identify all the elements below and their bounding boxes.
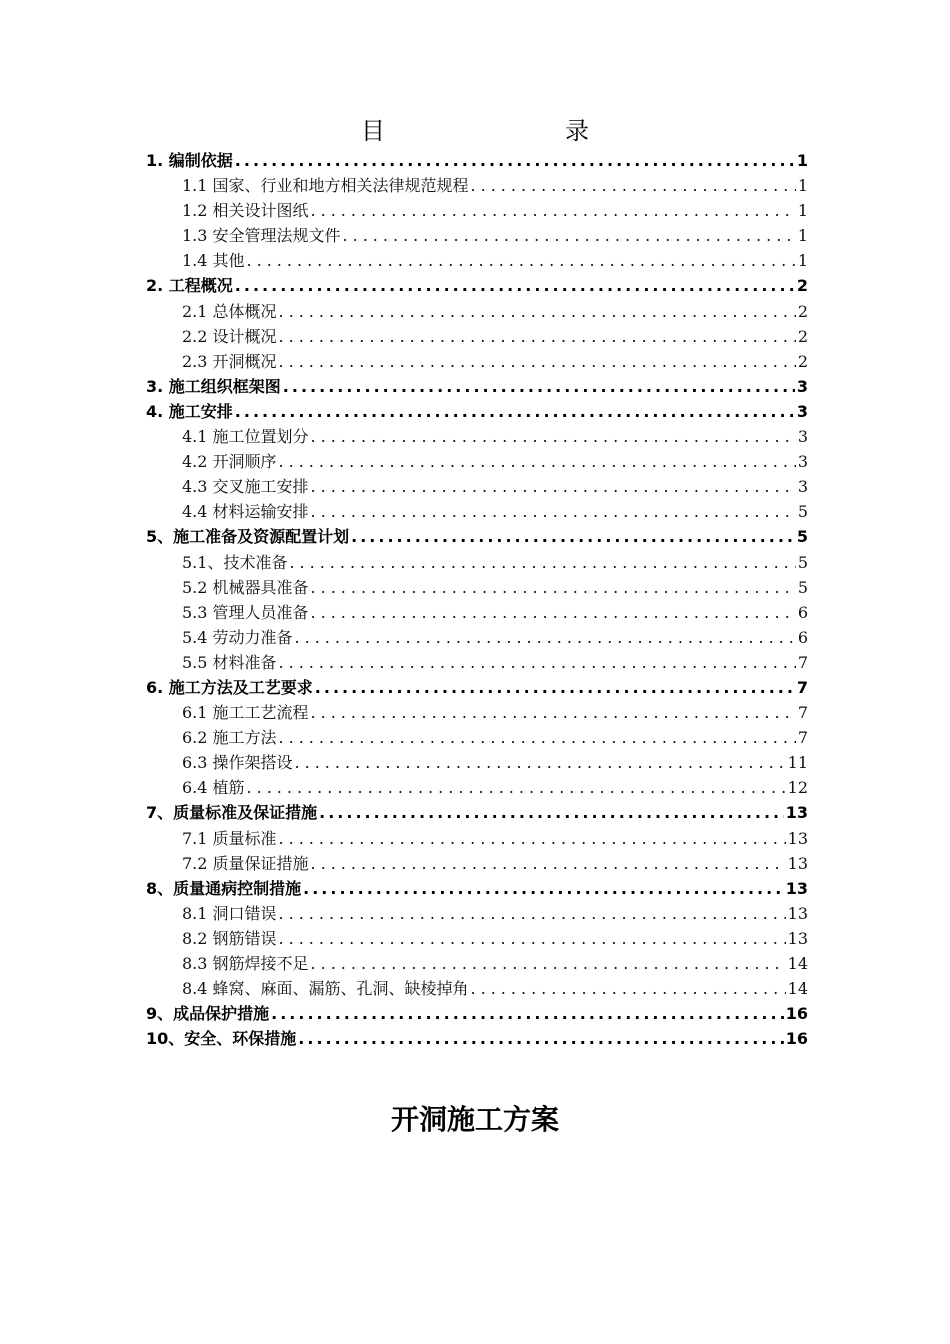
toc-subsection-entry[interactable] xyxy=(146,499,808,524)
toc-leader-dots xyxy=(311,951,786,976)
toc-leader-dots xyxy=(351,524,795,549)
toc-entry-label: 2.2 设计概况 xyxy=(182,326,277,346)
toc-subsection-entry[interactable] xyxy=(146,700,808,725)
toc-leader-dots xyxy=(283,374,795,399)
toc-page-number: 14 xyxy=(787,954,808,973)
toc-leader-dots xyxy=(279,926,786,951)
toc-entry-label: 1.2 相关设计图纸 xyxy=(182,201,309,221)
toc-page-number: 7 xyxy=(797,728,808,748)
toc-entry-label: 4.1 施工位置划分 xyxy=(182,427,309,447)
toc-leader-dots xyxy=(311,474,796,499)
toc-subsection-entry[interactable] xyxy=(146,650,808,675)
toc-leader-dots xyxy=(319,800,784,825)
toc-entry-label: 1. 编制依据 xyxy=(146,151,233,170)
toc-entry-label: 9、成品保护措施 xyxy=(146,1004,270,1024)
toc-subsection-entry[interactable] xyxy=(146,926,808,951)
toc-subsection-entry[interactable] xyxy=(146,625,808,650)
toc-leader-dots xyxy=(289,550,795,575)
toc-subsection-entry[interactable] xyxy=(146,550,808,575)
table-of-contents xyxy=(146,148,808,1051)
toc-leader-dots xyxy=(279,650,796,675)
toc-leader-dots xyxy=(311,198,796,223)
toc-entry-label: 8.4 蜂窝、麻面、漏筋、孔洞、缺棱掉角 xyxy=(182,979,469,999)
toc-entry-label: 2.3 开洞概况 xyxy=(182,351,277,371)
toc-subsection-entry[interactable] xyxy=(146,725,808,750)
document-title: 开洞施工方案 xyxy=(390,1103,559,1136)
toc-section-entry[interactable] xyxy=(146,876,808,901)
toc-page-number: 3 xyxy=(797,477,808,497)
toc-section-entry[interactable] xyxy=(146,399,808,424)
toc-page-number: 13 xyxy=(787,903,808,923)
toc-subsection-entry[interactable] xyxy=(146,299,808,324)
toc-entry-label: 4.4 材料运输安排 xyxy=(182,502,309,522)
toc-page-number: 16 xyxy=(785,1029,808,1049)
toc-leader-dots xyxy=(471,976,786,1001)
toc-leader-dots xyxy=(279,725,796,750)
toc-page-number: 5 xyxy=(797,502,808,522)
toc-leader-dots xyxy=(311,851,786,876)
toc-page-number: 3 xyxy=(796,401,808,421)
toc-section-entry[interactable] xyxy=(146,374,808,399)
toc-entry-label: 7、质量标准及保证措施 xyxy=(146,803,318,823)
toc-page-number: 3 xyxy=(797,427,808,447)
toc-page-number: 1 xyxy=(797,226,808,246)
toc-entry-label: 2.1 总体概况 xyxy=(182,301,277,321)
toc-leader-dots xyxy=(311,700,796,725)
toc-section-entry[interactable] xyxy=(146,800,808,825)
toc-subsection-entry[interactable] xyxy=(146,474,808,499)
toc-section-entry[interactable] xyxy=(146,1026,808,1051)
toc-entry-label: 8.2 钢筋错误 xyxy=(182,928,277,948)
toc-page-number: 1 xyxy=(797,176,808,196)
toc-subsection-entry[interactable] xyxy=(146,575,808,600)
toc-leader-dots xyxy=(279,901,786,926)
toc-subsection-entry[interactable] xyxy=(146,424,808,449)
toc-page-number: 13 xyxy=(785,878,808,898)
toc-entry-label: 6.3 操作架搭设 xyxy=(182,753,293,773)
toc-leader-dots xyxy=(295,750,786,775)
toc-page-number: 7 xyxy=(796,677,808,697)
toc-entry-label: 6. 施工方法及工艺要求 xyxy=(146,677,313,697)
toc-entry-label: 5.1、技术准备 xyxy=(182,552,288,572)
toc-page-number: 6 xyxy=(797,602,808,622)
toc-entry-label: 5.2 机械器具准备 xyxy=(182,577,309,597)
toc-leader-dots xyxy=(311,575,796,600)
toc-page-number: 1 xyxy=(796,151,808,170)
toc-entry-label: 7.2 质量保证措施 xyxy=(182,853,309,873)
toc-subsection-entry[interactable] xyxy=(146,349,808,374)
toc-leader-dots xyxy=(247,775,786,800)
toc-page-number: 6 xyxy=(797,627,808,647)
toc-page-number: 2 xyxy=(797,351,808,371)
toc-leader-dots xyxy=(279,324,796,349)
toc-leader-dots xyxy=(271,1001,784,1026)
toc-leader-dots xyxy=(315,675,795,700)
toc-page-number: 7 xyxy=(797,703,808,723)
toc-page-number: 13 xyxy=(787,853,808,873)
toc-section-entry[interactable] xyxy=(146,675,808,700)
toc-leader-dots xyxy=(343,223,796,248)
toc-heading: 目 录 xyxy=(361,117,633,145)
toc-leader-dots xyxy=(279,449,796,474)
toc-page-number: 11 xyxy=(787,753,808,773)
toc-subsection-entry[interactable] xyxy=(146,750,808,775)
toc-page-number: 2 xyxy=(797,326,808,346)
toc-subsection-entry[interactable] xyxy=(146,600,808,625)
toc-leader-dots xyxy=(303,876,784,901)
toc-subsection-entry[interactable] xyxy=(146,851,808,876)
toc-leader-dots xyxy=(235,399,795,424)
toc-leader-dots xyxy=(298,1026,783,1051)
toc-leader-dots xyxy=(235,273,795,298)
toc-entry-label: 1.4 其他 xyxy=(182,251,245,271)
toc-entry-label: 5.4 劳动力准备 xyxy=(182,627,293,647)
toc-entry-label: 2. 工程概况 xyxy=(146,276,233,296)
toc-subsection-entry[interactable] xyxy=(146,173,808,198)
toc-entry-label: 7.1 质量标准 xyxy=(182,828,277,848)
toc-page-number: 7 xyxy=(797,652,808,672)
toc-page-number: 5 xyxy=(797,552,808,572)
toc-page-number: 13 xyxy=(785,803,808,823)
toc-leader-dots xyxy=(295,625,796,650)
toc-subsection-entry[interactable] xyxy=(146,449,808,474)
toc-entry-label: 5.3 管理人员准备 xyxy=(182,602,309,622)
toc-leader-dots xyxy=(279,349,796,374)
toc-entry-label: 6.1 施工工艺流程 xyxy=(182,703,309,723)
toc-page-number: 5 xyxy=(796,527,808,547)
toc-page-number: 2 xyxy=(796,276,808,296)
toc-page-number: 12 xyxy=(787,778,808,798)
toc-entry-label: 4. 施工安排 xyxy=(146,401,233,421)
toc-page-number: 16 xyxy=(785,1004,808,1024)
toc-entry-label: 1.3 安全管理法规文件 xyxy=(182,226,341,246)
toc-page-number: 13 xyxy=(787,828,808,848)
toc-entry-label: 6.2 施工方法 xyxy=(182,728,277,748)
toc-subsection-entry[interactable] xyxy=(146,223,808,248)
toc-leader-dots xyxy=(311,424,796,449)
toc-entry-label: 5、施工准备及资源配置计划 xyxy=(146,527,350,547)
toc-subsection-entry[interactable] xyxy=(146,976,808,1001)
toc-section-entry[interactable] xyxy=(146,1001,808,1026)
toc-subsection-entry[interactable] xyxy=(146,775,808,800)
toc-leader-dots xyxy=(471,173,796,198)
toc-leader-dots xyxy=(311,499,796,524)
toc-subsection-entry[interactable] xyxy=(146,198,808,223)
toc-page-number: 14 xyxy=(787,979,808,999)
toc-entry-label: 4.3 交叉施工安排 xyxy=(182,477,309,497)
toc-section-entry[interactable] xyxy=(146,148,808,173)
toc-entry-label: 8、质量通病控制措施 xyxy=(146,878,302,898)
toc-page-number: 3 xyxy=(796,376,808,396)
toc-leader-dots xyxy=(279,299,796,324)
toc-entry-label: 5.5 材料准备 xyxy=(182,652,277,672)
toc-subsection-entry[interactable] xyxy=(146,901,808,926)
toc-leader-dots xyxy=(247,248,796,273)
toc-subsection-entry[interactable] xyxy=(146,324,808,349)
toc-section-entry[interactable] xyxy=(146,273,808,298)
toc-entry-label: 3. 施工组织框架图 xyxy=(146,376,281,396)
toc-page-number: 2 xyxy=(797,301,808,321)
toc-entry-label: 8.3 钢筋焊接不足 xyxy=(182,954,309,973)
toc-section-entry[interactable] xyxy=(146,524,808,549)
toc-page-number: 1 xyxy=(797,201,808,221)
toc-subsection-entry[interactable] xyxy=(146,826,808,851)
toc-entry-label: 6.4 植筋 xyxy=(182,778,245,798)
toc-leader-dots xyxy=(279,826,786,851)
toc-page-number: 13 xyxy=(787,928,808,948)
toc-entry-label: 1.1 国家、行业和地方相关法律规范规程 xyxy=(182,176,469,196)
toc-subsection-entry[interactable] xyxy=(146,248,808,273)
toc-leader-dots xyxy=(235,148,795,173)
toc-entry-label: 10、安全、环保措施 xyxy=(146,1029,297,1049)
toc-entry-label: 8.1 洞口错误 xyxy=(182,903,277,923)
toc-page-number: 3 xyxy=(797,452,808,472)
toc-page-number: 1 xyxy=(797,251,808,271)
toc-entry-label: 4.2 开洞顺序 xyxy=(182,452,277,472)
toc-page-number: 5 xyxy=(797,577,808,597)
toc-leader-dots xyxy=(311,600,796,625)
toc-subsection-entry[interactable] xyxy=(146,951,808,976)
